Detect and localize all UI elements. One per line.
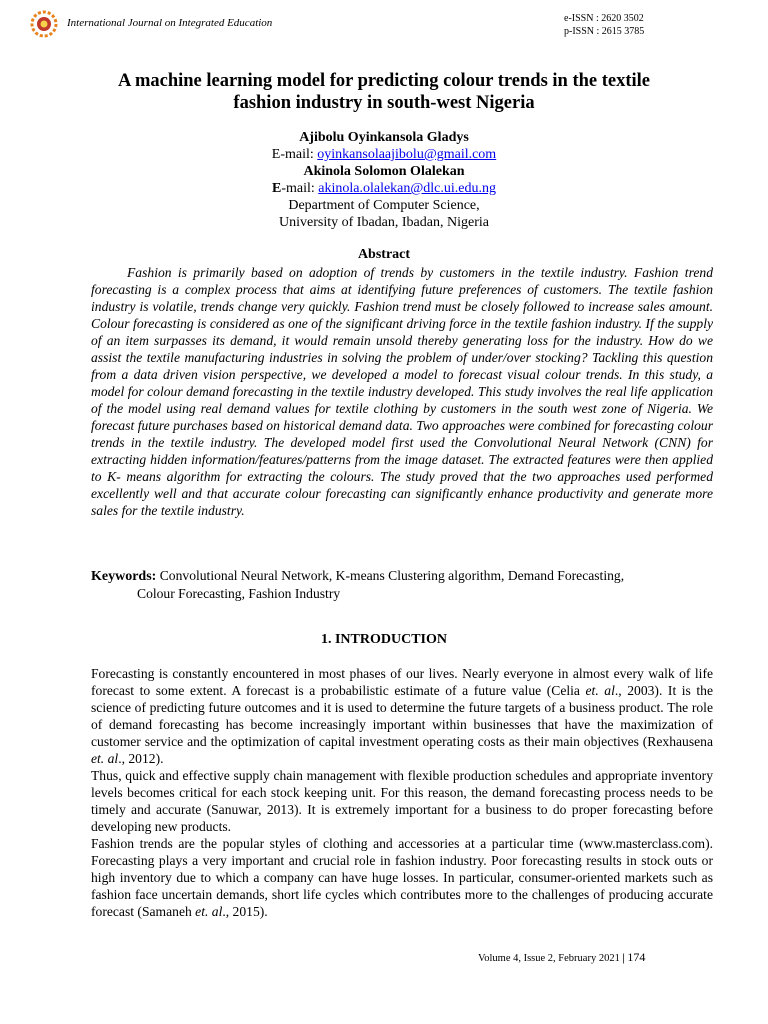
author-2-email-line [100,180,668,197]
paper-title [40,70,728,114]
title-line-2: fashion industry in south-west Nigeria [233,93,535,113]
author-1-name: Ajibolu Oyinkansola Gladys [299,130,469,145]
paragraph-2: Thus, quick and effective supply chain management with flexible production schedules and appropriate inventory levels becomes critical for each stock keeping unit. For this reason, the demand forecasting process needs to be timely and accurate (Sanuwar, 2013). It is extremely important for a business to do proper forecasting before developing new products. [91,768,713,834]
university: University of Ibadan, Ibadan, Nigeria [279,215,489,230]
page-footer [478,950,645,965]
paragraph-1-text-b: ., 2003). It is the science of predicting future outcomes and it is used to determine the future targets of a business product. The role of demand forecasting has become increasingly important within businesses that have the maximization of customer service and the optimization of capital investment operating costs as their main objectives (Rexhausena [91,683,714,749]
author-1-email-line [100,146,668,163]
paragraph-1 [91,665,713,767]
email-label: E-mail: [271,147,314,162]
page-number: 174 [627,950,646,964]
et-al-citation: et. al [195,904,223,919]
paragraph-1-text-c: ., 2012). [118,751,164,766]
keywords-label: Keywords: [91,569,157,584]
introduction-body [91,665,713,920]
department: Department of Computer Science, [288,198,480,213]
abstract-heading: Abstract [357,247,411,262]
footer-separator: | [619,953,628,964]
author-2-email-link[interactable]: akinola.olalekan@dlc.ui.edu.ng [318,181,496,196]
title-line-1: A machine learning model for predicting colour trends in the textile [117,71,651,91]
introduction-heading: 1. INTRODUCTION [320,632,447,647]
keywords-block [91,567,713,602]
author-2-name: Akinola Solomon Olalekan [303,164,465,179]
keywords-line-1: Convolutional Neural Network, K-means Clustering algorithm, Demand Forecasting, [159,568,625,583]
pissn: p-ISSN : 2615 3785 [564,26,645,37]
email-label-bold-e: E [271,181,282,196]
journal-name: International Journal on Integrated Education [67,17,273,29]
journal-logo-icon [30,10,58,38]
volume-info: Volume 4, Issue 2, February 2021 [478,953,620,964]
et-al-citation: et. al [91,751,119,766]
keywords-line-2: Colour Forecasting, Fashion Industry [137,586,341,601]
abstract-text: Fashion is primarily based on adoption of trends by customers in the textile industry. Fashion trend forecasting is a complex process that aims at identifying future preferences of customers. The textile fashion industry is volatile, trends change very quickly. Fashion trend must be closely followed to increase sales amount. Colour forecasting is considered as one of the significant driving force in the textile fashion industry. If the supply of an item surpasses its demand, it would remain unsold thereby generating loss for the industry. How do we assist the textile manufacturing industries in solving the problem of under/over stocking? Tackling this question from a data driven vision perspective, we developed a model to forecast visual colour trends. In this study, a model for colour demand forecasting in the textile industry developed. This study involves the real life application of the model using real demand values for textile clothing by customers in the south west zone of Nigeria. We forecast future purchases based on historical demand data. Two approaches were combined for forecasting colour trends in the textile industry. The developed model first used the Convolutional Neural Network (CNN) for extracting hidden information/features/patterns from the image dataset. The extracted features were then applied to K- means algorithm for extracting the colours. The study proved that the two approaches used performed excellently well and that accurate colour forecasting can significantly enhance productivity and generate more sales for the textile industry. [91,265,713,518]
email-label-rest: -mail: [281,181,315,196]
issn-block [564,12,644,38]
et-al-citation: et. al [585,683,615,698]
paragraph-1-text-a: Forecasting is constantly encountered in most phases of our lives. Nearly everyone in almost every walk of life forecast to some extent. A forecast is a probabilistic estimate of a future value (Celia [91,666,713,698]
paragraph-3 [91,835,713,920]
eissn: e-ISSN : 2620 3502 [564,13,644,24]
paragraph-3-text-b: ., 2015). [222,904,268,919]
paragraph-3-text-a: Fashion trends are the popular styles of clothing and accessories at a particular time (www.masterclass.com). Forecasting plays a very important and crucial role in fashion industry. Poor forecasting results in stock outs or high inventory due to which a company can have huge losses. In particular, consumer-oriented markets such as fashion face uncertain demands, short life cycles which contributes more to the challenges of producing accurate forecast (Samaneh [91,836,713,919]
author-block [100,129,668,231]
author-1-email-link[interactable]: oyinkansolaajibolu@gmail.com [317,147,497,162]
